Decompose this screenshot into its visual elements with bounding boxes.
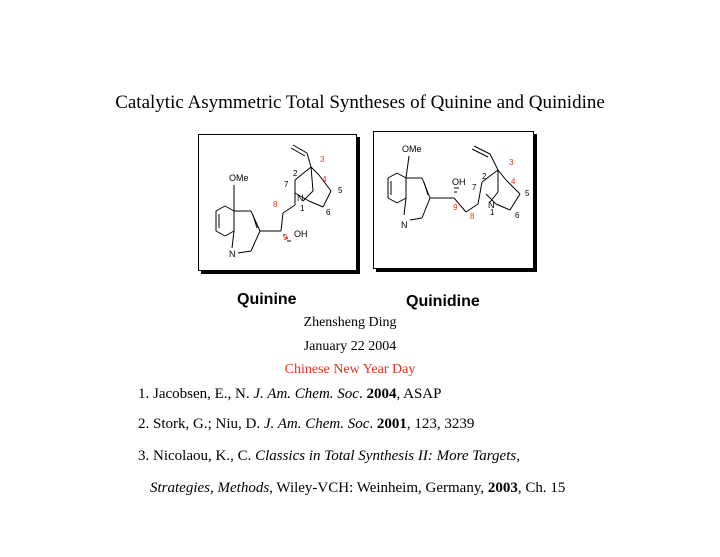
quinidine-structure-panel — [373, 131, 534, 269]
author-name: Zhensheng Ding — [303, 315, 397, 330]
reference-3 — [138, 448, 520, 465]
ref-2-authors: Stork, G.; Niu, D. — [153, 416, 261, 432]
quinine-n-quinoline: N — [229, 249, 236, 259]
ref-2-year: 2001 — [376, 416, 407, 432]
occasion-note: Chinese New Year Day — [284, 362, 416, 377]
ref-2-separator: . — [369, 416, 374, 432]
quinidine-num-4: 4 — [511, 177, 516, 186]
quinine-num-6: 6 — [326, 208, 331, 217]
page-title: Catalytic Asymmetric Total Syntheses of Quinine and Quinidine — [115, 92, 605, 113]
ref-3-year: 2003 — [487, 480, 518, 496]
quinidine-num-2: 2 — [482, 172, 487, 181]
quinine-structure-drawing — [199, 135, 356, 270]
quinidine-num-6: 6 — [515, 211, 520, 220]
quinidine-num-3: 3 — [509, 158, 514, 167]
reference-1 — [138, 386, 441, 403]
quinidine-oh-label: OH — [452, 177, 466, 187]
quinine-num-4: 4 — [322, 175, 327, 184]
quinine-n-bridge: N — [297, 193, 304, 203]
quinidine-num-5: 5 — [525, 189, 530, 198]
quinine-num-1: 1 — [300, 204, 305, 213]
ref-3-book-title-cont: Strategies, Methods — [150, 480, 270, 496]
quinidine-ome-label: OMe — [402, 144, 422, 154]
quinidine-num-8: 8 — [470, 212, 475, 221]
quinine-label: Quinine — [237, 291, 297, 308]
quinine-num-2: 2 — [293, 169, 298, 178]
reference-2 — [138, 416, 474, 433]
quinidine-n-quinoline: N — [401, 220, 408, 230]
quinine-num-3: 3 — [320, 155, 325, 164]
ref-1-separator: . — [358, 386, 363, 402]
ref-3-number: 3. — [138, 448, 150, 464]
ref-3-rest: , Ch. 15 — [517, 480, 566, 496]
quinidine-num-1: 1 — [490, 208, 495, 217]
quinidine-num-9: 9 — [453, 203, 458, 212]
ref-1-year: 2004 — [366, 386, 397, 402]
quinidine-label: Quinidine — [406, 293, 480, 310]
presentation-date: January 22 2004 — [303, 339, 397, 354]
ref-3-publisher: , Wiley-VCH: Weinheim, Germany, — [269, 480, 488, 496]
ref-3-book-title: Classics in Total Synthesis II: More Targets, — [255, 448, 520, 464]
quinine-ome-label: OMe — [229, 173, 249, 183]
quinine-structure-panel — [198, 134, 357, 271]
quinine-num-9: 9 — [283, 233, 288, 242]
reference-3-continued — [150, 480, 565, 497]
quinidine-num-7: 7 — [472, 183, 477, 192]
ref-2-journal: J. Am. Chem. Soc — [263, 416, 370, 432]
ref-3-authors: Nicolaou, K., C. — [153, 448, 252, 464]
quinine-num-7: 7 — [284, 180, 289, 189]
ref-1-authors: Jacobsen, E., N. — [153, 386, 250, 402]
quinidine-structure-drawing — [374, 132, 533, 268]
ref-1-rest: , ASAP — [396, 386, 442, 402]
quinidine-n-bridge: N — [488, 200, 495, 210]
quinine-oh-label: OH — [294, 229, 308, 239]
quinine-num-5: 5 — [338, 186, 343, 195]
ref-2-rest: , 123, 3239 — [406, 416, 475, 432]
ref-1-number: 1. — [138, 386, 150, 402]
ref-2-number: 2. — [138, 416, 150, 432]
quinine-num-8: 8 — [273, 200, 278, 209]
ref-1-journal: J. Am. Chem. Soc — [253, 386, 359, 402]
